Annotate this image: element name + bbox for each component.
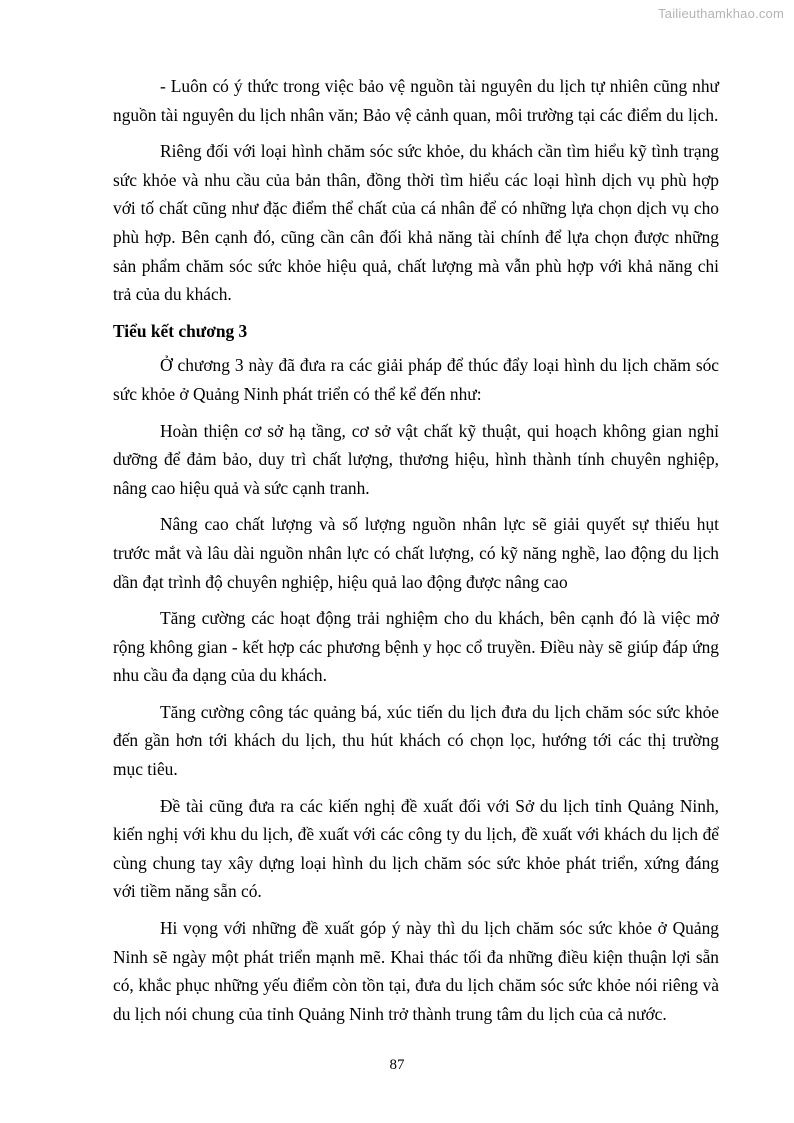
paragraph-promotion: Tăng cường công tác quảng bá, xúc tiến du lịch đưa du lịch chăm sóc sức khỏe đến gần hơn tới khách du lịch, thu hút khách có chọn lọc, hướng tới các thị trường mục tiêu. [113, 701, 719, 780]
paragraph-infrastructure: Hoàn thiện cơ sở hạ tầng, cơ sở vật chất kỹ thuật, qui hoạch không gian nghỉ dưỡng để đảm bảo, duy trì chất lượng, thương hiệu, hình thành tính chuyên nghiệp, nâng cao hiệu quả và sức cạnh tranh. [113, 420, 719, 498]
paragraph-conclusion: Hi vọng với những đề xuất góp ý này thì du lịch chăm sóc sức khỏe ở Quảng Ninh sẽ ngày một phát triển mạnh mẽ. Khai thác tối đa những điều kiện thuận lợi sẵn có, khắc phục những yếu điểm còn tồn tại, đưa du lịch chăm sóc sức khỏe nói riêng và du lịch nói chung của tỉnh Quảng Ninh trở thành trung tâm du lịch của cả nước. [113, 918, 719, 1024]
paragraph-recommendations: Đề tài cũng đưa ra các kiến nghị đề xuất đối với Sở du lịch tỉnh Quảng Ninh, kiến nghị với khu du lịch, đề xuất với các công ty du lịch, đề xuất với khách du lịch để cùng chung tay xây dựng loại hình du lịch chăm sóc sức khỏe phát triển, xứng đáng với tiềm năng sẵn có. [113, 795, 719, 902]
section-heading: Tiểu kết chương 3 [113, 320, 248, 341]
page-number: 87 [389, 1057, 405, 1073]
paragraph-experiences: Tăng cường các hoạt động trải nghiệm cho du khách, bên cạnh đó là việc mở rộng không gian - kết hợp các phương bệnh y học cổ truyền. Điều này sẽ giúp đáp ứng nhu cầu đa dạng của du khách. [113, 608, 719, 686]
paragraph-chapter-intro: Ở chương 3 này đã đưa ra các giải pháp để thúc đẩy loại hình du lịch chăm sóc sức khỏe ở Quảng Ninh phát triển có thể kể đến như: [113, 355, 719, 404]
watermark: Tailieuthamkhao.com [658, 6, 784, 21]
paragraph-protect-resources: - Luôn có ý thức trong việc bảo vệ nguồn tài nguyên du lịch tự nhiên cũng như nguồn tài nguyên du lịch nhân văn; Bảo vệ cảnh quan, môi trường tại các điểm du lịch. [113, 76, 719, 125]
paragraph-human-resources: Nâng cao chất lượng và số lượng nguồn nhân lực sẽ giải quyết sự thiếu hụt trước mắt và lâu dài nguồn nhân lực có chất lượng, có kỹ năng nghề, lao động du lịch dần đạt trình độ chuyên nghiệp, hiệu quả lao động được nâng cao [113, 514, 719, 592]
page-body [113, 72, 719, 1036]
paragraph-health-care-tourists: Riêng đối với loại hình chăm sóc sức khỏe, du khách cần tìm hiểu kỹ tình trạng sức khỏe và nhu cầu của bản thân, đồng thời tìm hiểu các loại hình dịch vụ phù hợp với tố chất cũng như đặc điểm thể chất của cá nhân để có những lựa chọn dịch vụ cho phù hợp. Bên cạnh đó, cũng cần cân đối khả năng tài chính để lựa chọn được những sản phẩm chăm sóc sức khỏe hiệu quả, chất lượng mà vẫn phù hợp với khả năng chi trả của du khách. [113, 141, 719, 305]
